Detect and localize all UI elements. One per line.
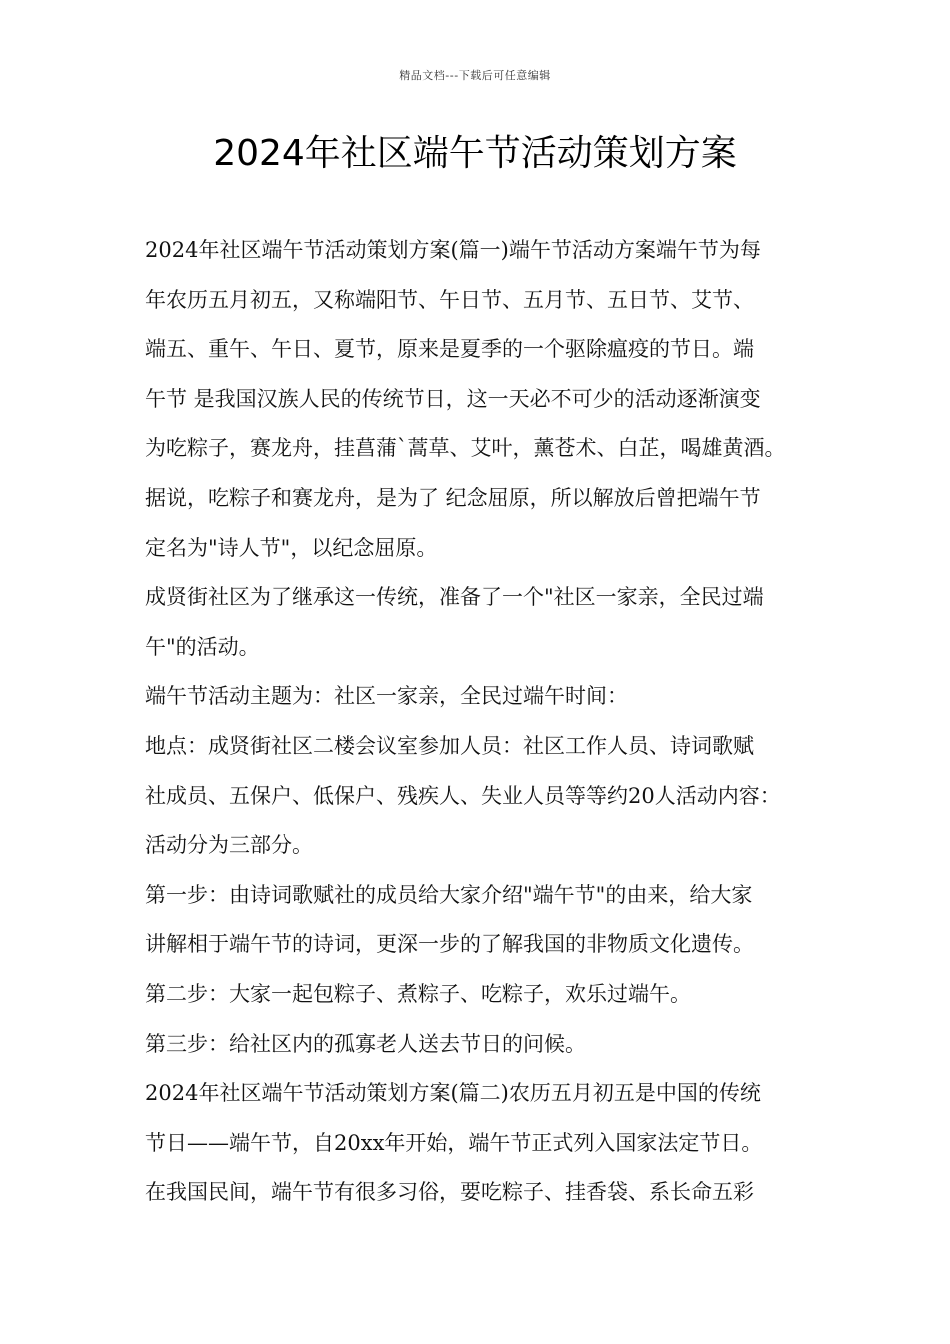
body-line: 2024年社区端午节活动策划方案(篇一)端午节活动方案端午节为每 [145, 238, 761, 262]
document-title: 2024年社区端午节活动策划方案 [213, 133, 737, 174]
page-header: 精品文档---下载后可任意编辑 [399, 69, 551, 82]
body-line: 端午节活动主题为：社区一家亲，全民过端午时间： [145, 684, 628, 709]
body-line: 据说，吃粽子和赛龙舟，是为了 纪念屈原，所以解放后曾把端午节 [145, 485, 761, 510]
body-line: 社成员、五保户、低保户、残疾人、失业人员等等约20人活动内容： [145, 783, 781, 808]
body-line: 在我国民间，端午节有很多习俗，要吃粽子、挂香袋、系长命五彩 [145, 1180, 754, 1205]
document-body [145, 226, 825, 1218]
body-line: 午"的活动。 [145, 634, 260, 659]
body-line: 讲解相于端午节的诗词，更深一步的了解我国的非物质文化遗传。 [145, 932, 754, 957]
body-line: 活动分为三部分。 [145, 833, 313, 858]
body-line: 成贤街社区为了继承这一传统，准备了一个"社区一家亲，全民过端 [145, 585, 764, 610]
body-line: 第一步：由诗词歌赋社的成员给大家介绍"端午节"的由来，给大家 [145, 882, 753, 907]
body-line: 节日——端午节，自20xx年开始，端午节正式列入国家法定节日。 [145, 1130, 763, 1155]
body-line: 第三步：给社区内的孤寡老人送去节日的问候。 [145, 1031, 586, 1056]
body-line: 端五、重午、午日、夏节，原来是夏季的一个驱除瘟疫的节日。端 [145, 337, 754, 362]
body-line: 地点：成贤街社区二楼会议室参加人员：社区工作人员、诗词歌赋 [145, 733, 754, 758]
body-line: 午节 是我国汉族人民的传统节日，这一天必不可少的活动逐渐演变 [145, 386, 761, 411]
body-line: 第二步：大家一起包粽子、煮粽子、吃粽子，欢乐过端午。 [145, 981, 691, 1006]
body-line: 年农历五月初五，又称端阳节、午日节、五月节、五日节、艾节、 [145, 287, 754, 312]
body-line: 2024年社区端午节活动策划方案(篇二)农历五月初五是中国的传统 [145, 1081, 761, 1106]
body-line: 为吃粽子，赛龙舟，挂菖蒲`蒿草、艾叶，薰苍术、白芷，喝雄黄酒。 [145, 436, 786, 461]
body-line: 定名为"诗人节"，以纪念屈原。 [145, 535, 438, 560]
